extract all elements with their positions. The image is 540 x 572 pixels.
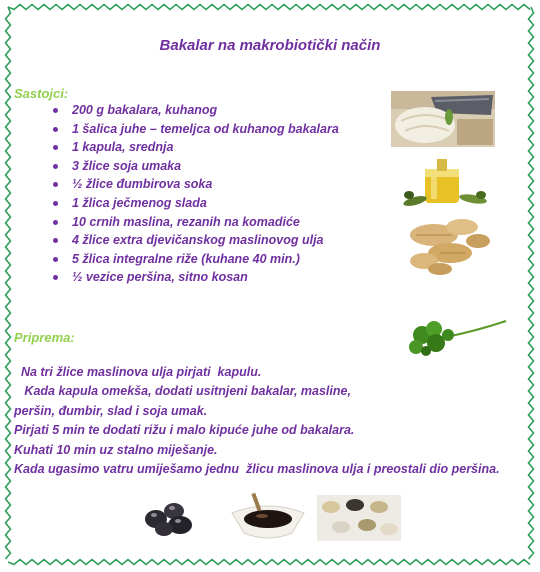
ingredient-item: 200 g bakalara, kuhanog [51,101,339,120]
preparation-line: Kada kapula omekša, dodati usitnjeni bakalar, masline, [14,384,351,399]
ingredient-item: ½ žlice đumbirova soka [51,175,339,194]
ingredient-item: 1 šalica juhe – temeljca od kuhanog bakalara [51,120,339,139]
cod-fish-image [391,91,495,147]
ingredient-item: 3 žlice soja umaka [51,157,339,176]
ginger-image [400,213,496,279]
preparation-heading: Priprema: [14,330,75,345]
ingredients-list [51,101,339,287]
ingredient-item: ½ vezice peršina, sitno kosan [51,268,339,287]
recipe-title: Bakalar na makrobiotički način [159,37,381,54]
preparation-line: Pirjati 5 min te dodati rižu i malo kipuće juhe od bakalara. [14,423,355,438]
parsley-image [406,317,508,357]
preparation-line: Na tri žlice maslinova ulja pirjati kapulu. [14,365,262,379]
soy-sauce-image [228,491,308,543]
ingredient-item: 10 crnih maslina, rezanih na komadiće [51,213,339,232]
ingredient-item: 1 kapula, srednja [51,138,339,157]
olives-image [142,499,196,537]
preparation-line: Kuhati 10 min uz stalno miješanje. [14,442,218,457]
grains-image [317,495,401,541]
ingredient-item: 5 žlica integralne riže (kuhane 40 min.) [51,250,339,269]
preparation-line: Kada ugasimo vatru umiješamo jednu žlicu maslinova ulja i preostali dio peršina. [14,461,500,476]
preparation-line: peršin, đumbir, slad i soja umak. [14,403,208,418]
olive-oil-image [395,155,495,211]
ingredient-item: 1 žlica ječmenog slada [51,194,339,213]
ingredients-heading: Sastojci: [14,86,69,101]
preparation-text [14,363,500,479]
ingredient-item: 4 žlice extra djevičanskog maslinovog ulja [51,231,339,250]
